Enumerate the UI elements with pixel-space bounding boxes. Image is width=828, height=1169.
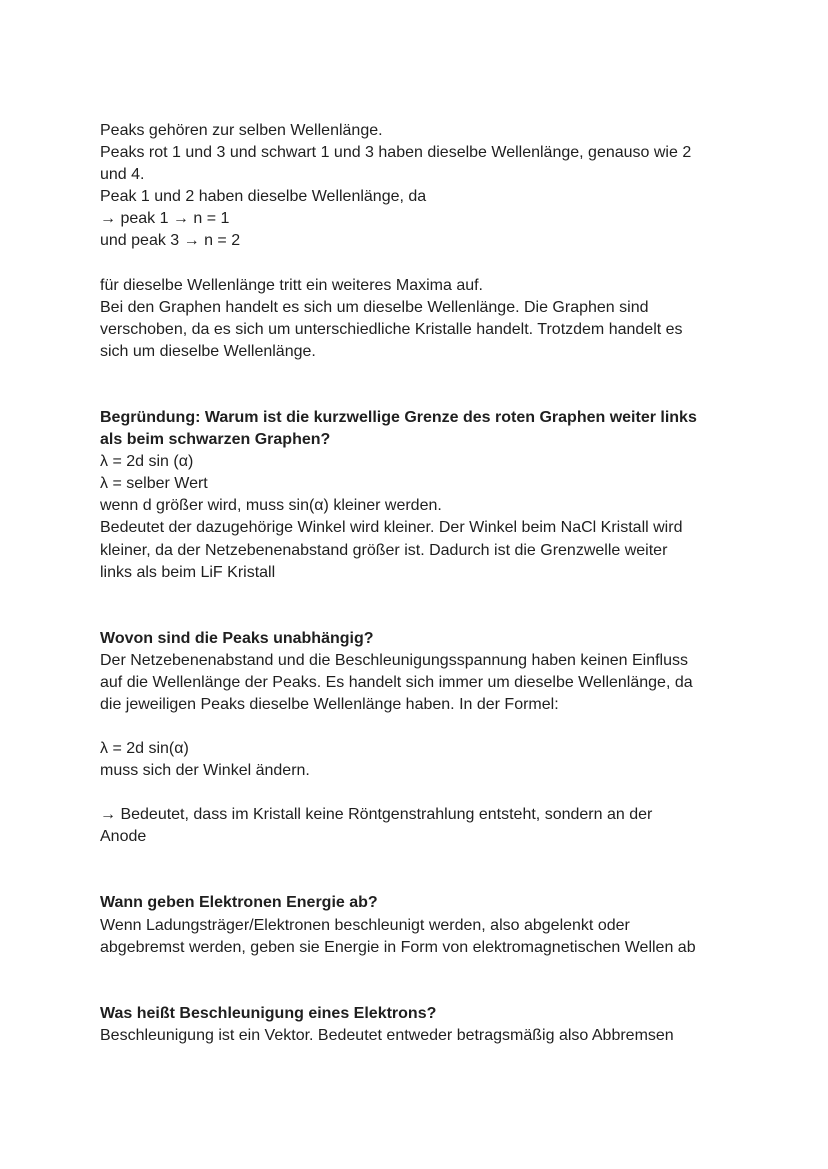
text-line: die jeweiligen Peaks dieselbe Wellenlänge haben. In der Formel: (100, 695, 559, 713)
text-line: Peaks gehören zur selben Wellenlänge. (100, 122, 383, 139)
section-heading: Begründung: Warum ist die kurzwellige Grenze des roten Graphen weiter links (100, 408, 697, 426)
text-line: verschoben, da es sich um unterschiedliche Kristalle handelt. Trotzdem handelt es (100, 320, 683, 338)
section-energie (100, 892, 740, 958)
text-line: abgebremst werden, geben sie Energie in Form von elektromagnetischen Wellen ab (100, 938, 696, 956)
text-line: sich um dieselbe Wellenlänge. (100, 342, 316, 360)
text-line: Peak 1 und 2 haben dieselbe Wellenlänge, da (100, 188, 427, 206)
section-heading: als beim schwarzen Graphen? (100, 431, 331, 449)
spacer (100, 253, 740, 275)
spacer (100, 584, 740, 628)
text-line: muss sich der Winkel ändern. (100, 762, 310, 780)
text-line: → Bedeutet, dass im Kristall keine Röntgenstrahlung entsteht, sondern an der (100, 806, 653, 824)
text-line: wenn d größer wird, muss sin(α) kleiner werden. (100, 497, 442, 515)
text-line: Wenn Ladungsträger/Elektronen beschleunigt werden, also abgelenkt oder (100, 916, 630, 934)
formula-line: λ = 2d sin (α) (100, 453, 194, 471)
section-peaks (100, 628, 740, 849)
text-line: Bei den Graphen handelt es sich um dieselbe Wellenlänge. Die Graphen sind (100, 298, 649, 316)
section-heading: Wovon sind die Peaks unabhängig? (100, 629, 374, 647)
section-beschleunigung (100, 1003, 740, 1047)
section-heading: Wann geben Elektronen Energie ab? (100, 894, 378, 912)
spacer (100, 782, 740, 804)
intro-paragraph-2 (100, 275, 740, 363)
text-line: kleiner, da der Netzebenenabstand größer ist. Dadurch ist die Grenzwelle weiter (100, 541, 668, 559)
text-line: Der Netzebenenabstand und die Beschleunigungsspannung haben keinen Einfluss (100, 651, 688, 669)
text-line: und 4. (100, 166, 145, 184)
text-line: λ = selber Wert (100, 475, 208, 493)
spacer (100, 363, 740, 407)
intro-paragraph (100, 120, 740, 253)
text-line: und peak 3 → n = 2 (100, 232, 241, 250)
text-line: Anode (100, 828, 147, 846)
formula-line: λ = 2d sin(α) (100, 740, 189, 758)
document-page (100, 120, 740, 1047)
text-line: für dieselbe Wellenlänge tritt ein weiteres Maxima auf. (100, 276, 483, 294)
text-line: links als beim LiF Kristall (100, 563, 276, 581)
spacer (100, 848, 740, 892)
text-line: auf die Wellenlänge der Peaks. Es handelt sich immer um dieselbe Wellenlänge, da (100, 673, 693, 691)
text-line: Beschleunigung ist ein Vektor. Bedeutet entweder betragsmäßig also Abbremsen (100, 1026, 674, 1044)
spacer (100, 959, 740, 1003)
section-grenze (100, 407, 740, 584)
text-line: Bedeutet der dazugehörige Winkel wird kleiner. Der Winkel beim NaCl Kristall wird (100, 519, 683, 537)
spacer (100, 716, 740, 738)
text-line: → peak 1 → n = 1 (100, 210, 230, 228)
section-heading: Was heißt Beschleunigung eines Elektrons? (100, 1004, 437, 1022)
text-line: Peaks rot 1 und 3 und schwart 1 und 3 haben dieselbe Wellenlänge, genauso wie 2 (100, 144, 692, 162)
